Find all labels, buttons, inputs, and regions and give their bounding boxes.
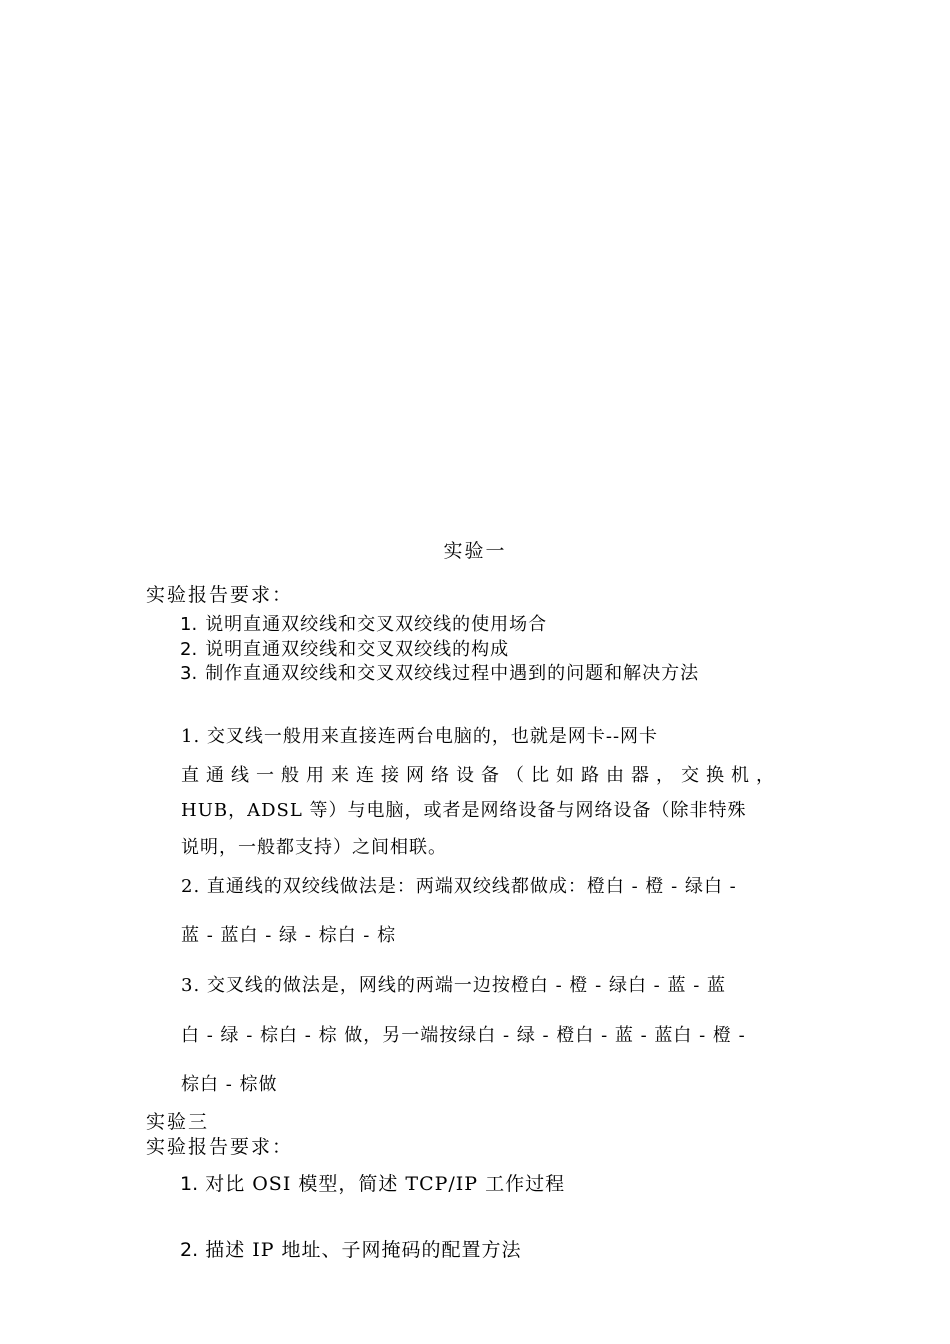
- requirement-text: 制作直通双绞线和交叉双绞线过程中遇到的问题和解决方法: [205, 663, 700, 684]
- answer-line-5: 2. 直通线的双绞线做法是：两端双绞线都做成：橙白 - 橙 - 绿白 -: [181, 876, 737, 897]
- answer-line-7: 3. 交叉线的做法是，网线的两端一边按橙白 - 橙 - 绿白 - 蓝 - 蓝: [181, 975, 726, 996]
- answer-line-4: 说明，一般都支持）之间相联。: [181, 837, 447, 858]
- experiment-3-report-heading: 实验报告要求：: [146, 1136, 294, 1158]
- requirement-text: 说明直通双绞线和交叉双绞线的构成: [205, 639, 510, 660]
- requirement-number: 1.: [180, 614, 198, 635]
- experiment-1-report-heading: 实验报告要求：: [146, 584, 294, 606]
- answer-line-3: HUB，ADSL 等）与电脑，或者是网络设备与网络设备（除非特殊: [181, 800, 747, 821]
- experiment-1-requirement-2: [180, 635, 509, 661]
- answer-line-6: 蓝 - 蓝白 - 绿 - 棕白 - 棕: [181, 925, 397, 946]
- experiment-1-requirement-1: [180, 610, 547, 636]
- experiment-3-title: 实验三: [146, 1111, 210, 1133]
- experiment-1-title: 实验一: [443, 540, 507, 562]
- requirement-number: 3.: [180, 663, 198, 684]
- answer-line-9: 棕白 - 棕做: [181, 1074, 278, 1095]
- requirement-text: 说明直通双绞线和交叉双绞线的使用场合: [205, 614, 548, 635]
- answer-line-8: 白 - 绿 - 棕白 - 棕 做，另一端按绿白 - 绿 - 橙白 - 蓝 - 蓝白 - 橙 -: [181, 1025, 746, 1046]
- requirement-text: 描述 IP 地址、子网掩码的配置方法: [205, 1239, 522, 1261]
- answer-line-2: 直通线一般用来连接网络设备（比如路由器，交换机，: [181, 765, 781, 786]
- requirement-number: 1.: [180, 1173, 199, 1195]
- experiment-3-requirement-2: [180, 1235, 522, 1262]
- requirement-number: 2.: [180, 1239, 199, 1261]
- requirement-text: 对比 OSI 模型，简述 TCP/IP 工作过程: [205, 1173, 566, 1195]
- experiment-3-requirement-1: [180, 1169, 565, 1196]
- requirement-number: 2.: [180, 639, 198, 660]
- experiment-1-requirement-3: [180, 659, 699, 685]
- answer-line-1: 1. 交叉线一般用来直接连两台电脑的，也就是网卡--网卡: [181, 726, 659, 747]
